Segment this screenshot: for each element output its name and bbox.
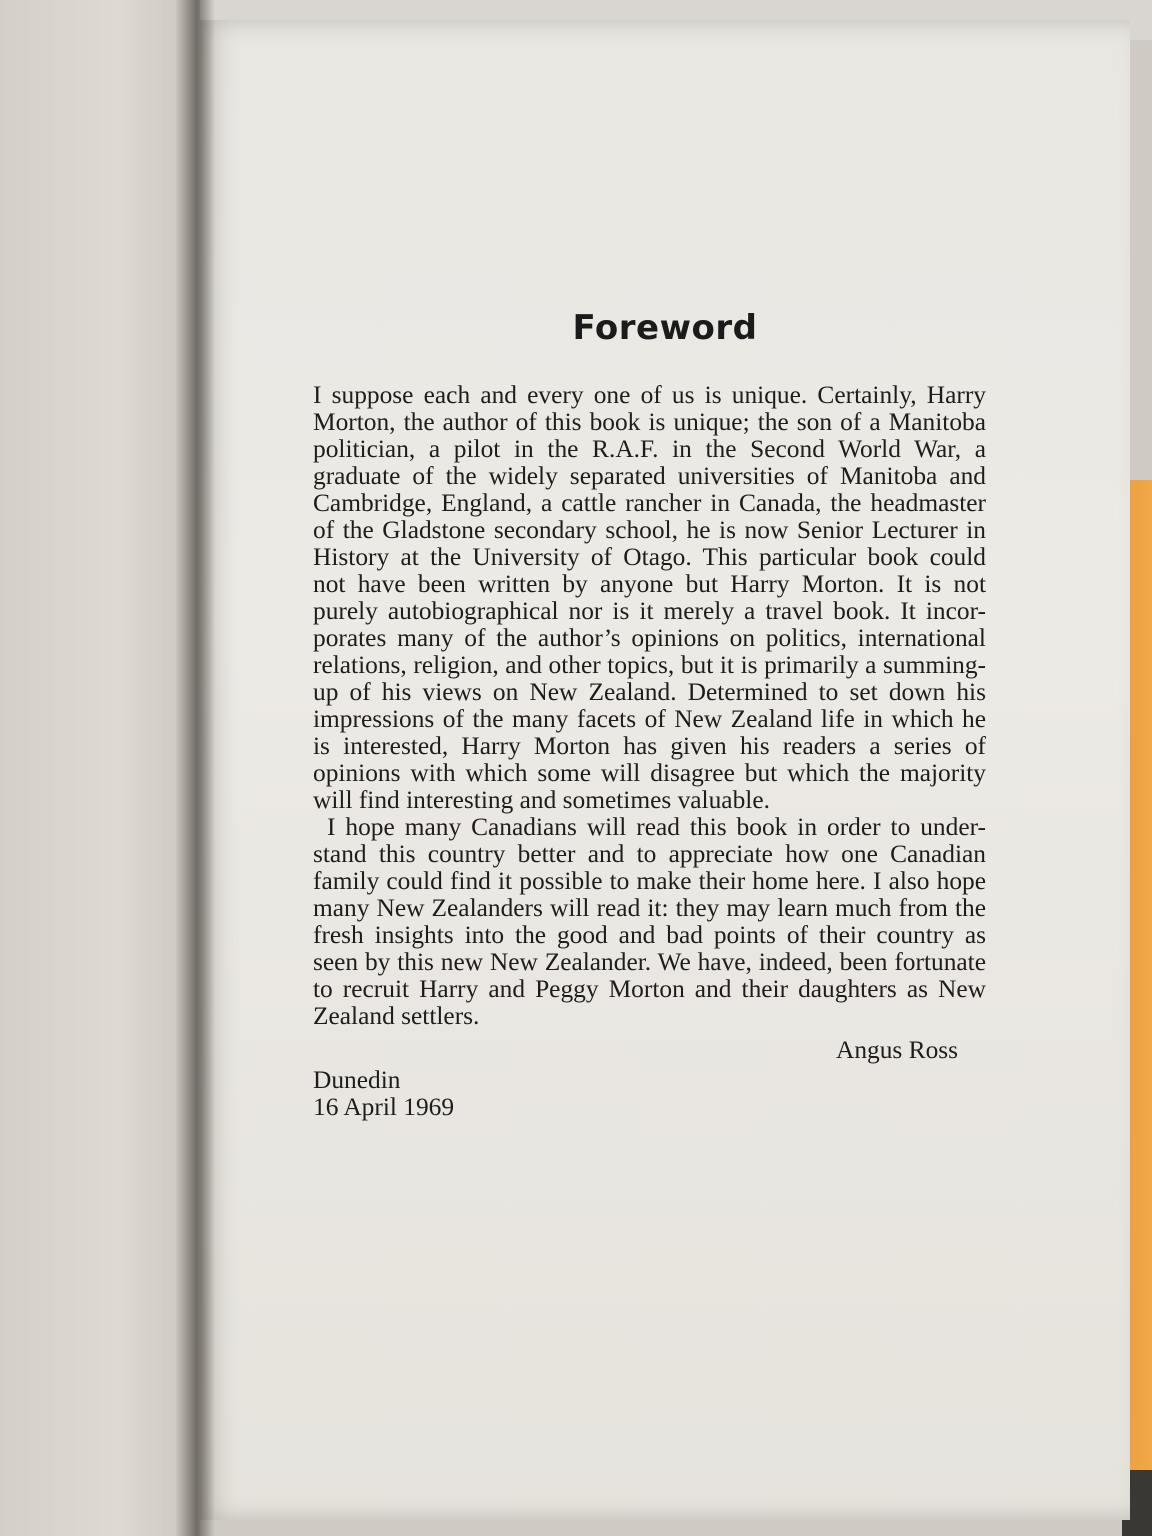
text-line: graduate of the widely separated universities of Manitoba and: [313, 462, 986, 490]
text-line: stand this country better and to appreciate how one Canadian: [313, 840, 986, 868]
text-line: relations, religion, and other topics, but it is primarily a summing-: [313, 651, 986, 679]
text-line: not have been written by anyone but Harry Morton. It is not: [313, 570, 986, 598]
text-line: up of his views on New Zealand. Determined to set down his: [313, 678, 986, 706]
text-line: purely autobiographical nor is it merely a travel book. It incor-: [313, 597, 986, 625]
text-line: Morton, the author of this book is unique; the son of a Manitoba: [313, 408, 986, 436]
text-line: Zealand settlers.: [313, 1002, 480, 1030]
text-line: politician, a pilot in the R.A.F. in the Second World War, a: [313, 435, 986, 463]
text-line: to recruit Harry and Peggy Morton and their daughters as New: [313, 975, 986, 1003]
place-line: Dunedin: [313, 1066, 401, 1094]
text-line: impressions of the many facets of New Zealand life in which he: [313, 705, 986, 733]
page-title: Foreword: [572, 308, 758, 348]
text-line: of the Gladstone secondary school, he is now Senior Lecturer in: [313, 516, 986, 544]
foreword-body: [313, 382, 986, 1030]
text-line: opinions with which some will disagree but which the majority: [313, 759, 986, 787]
text-line: I hope many Canadians will read this book in order to under-: [327, 813, 986, 841]
text-line: History at the University of Otago. This particular book could: [313, 543, 986, 571]
text-line: is interested, Harry Morton has given his readers a series of: [313, 732, 986, 760]
spine-shadow: [175, 0, 215, 1536]
text-line: many New Zealanders will read it: they may learn much from the: [313, 894, 986, 922]
text-line: Cambridge, England, a cattle rancher in Canada, the headmaster: [313, 489, 986, 517]
text-line: seen by this new New Zealander. We have, indeed, been fortunate: [313, 948, 986, 976]
text-line: family could find it possible to make their home here. I also hope: [313, 867, 986, 895]
text-line: I suppose each and every one of us is unique. Certainly, Harry: [313, 381, 986, 409]
text-line: porates many of the author’s opinions on politics, international: [313, 624, 986, 652]
signature: Angus Ross: [836, 1036, 959, 1064]
date-line: 16 April 1969: [313, 1093, 455, 1121]
text-line: fresh insights into the good and bad points of their country as: [313, 921, 986, 949]
text-line: will find interesting and sometimes valuable.: [313, 786, 770, 814]
left-page: [0, 0, 200, 1536]
